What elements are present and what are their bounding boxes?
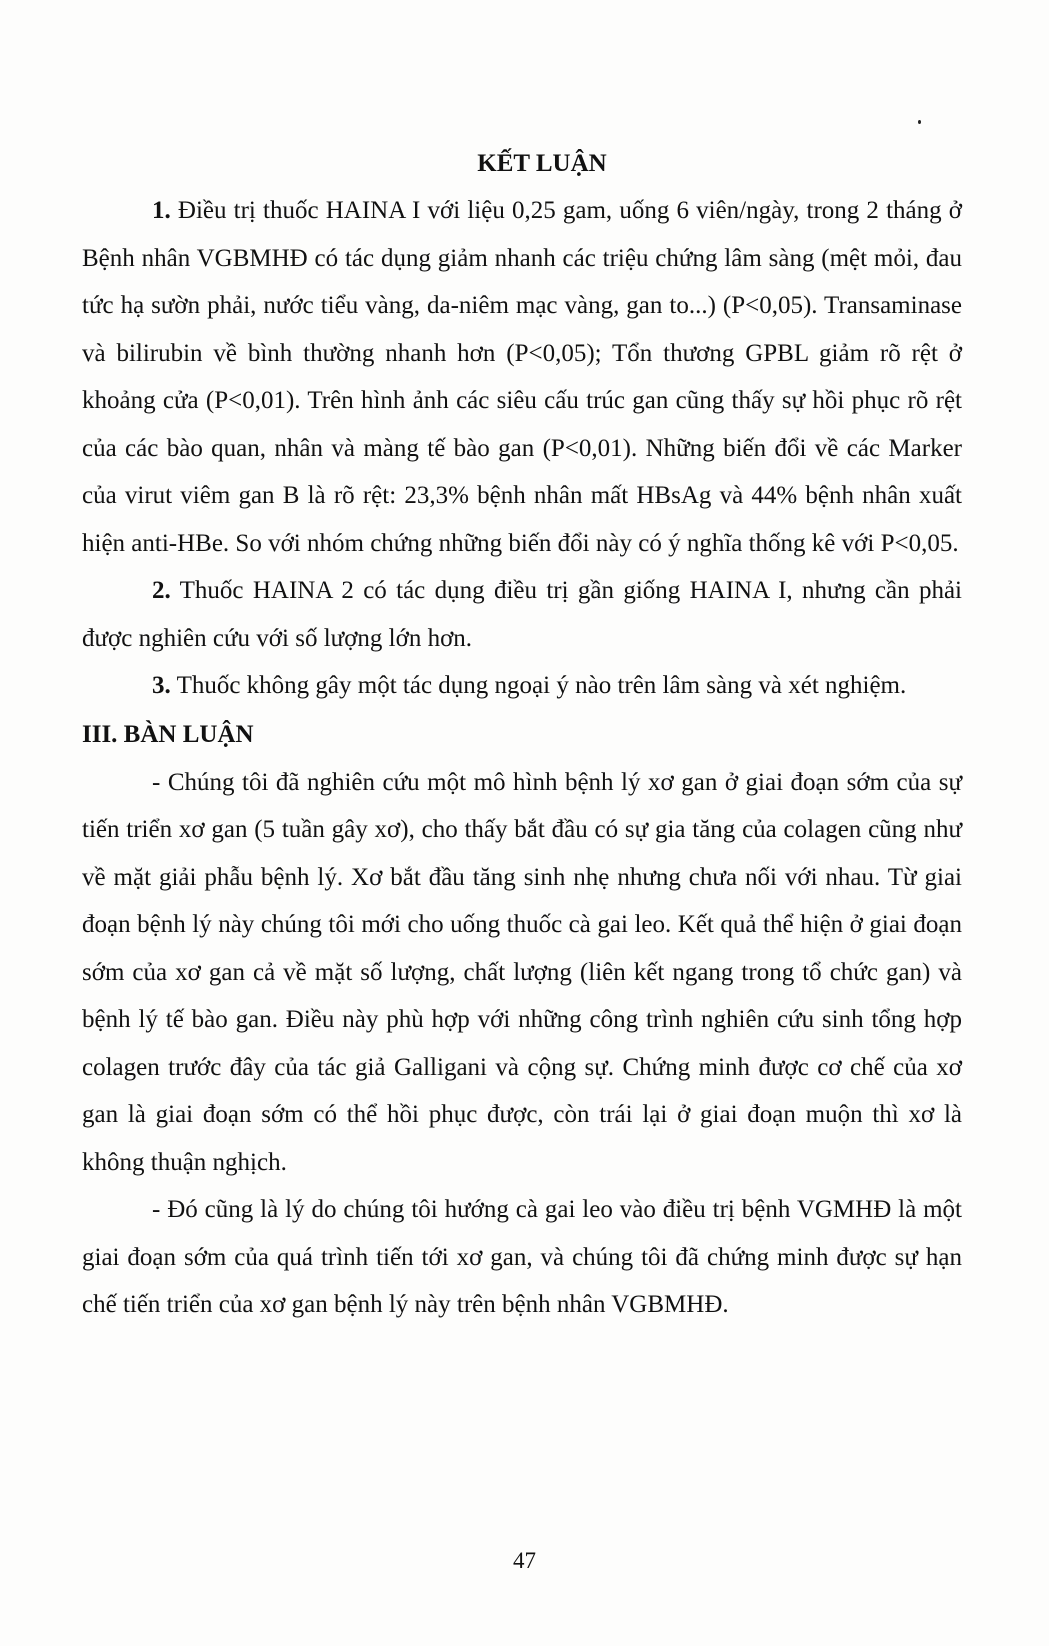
item-number: 3. bbox=[152, 672, 171, 699]
discussion-paragraph: - Đó cũng là lý do chúng tôi hướng cà gai leo vào điều trị bệnh VGMHĐ là một giai đoạn sớm của quá trình tiến tới xơ gan, và chúng tôi đã chứng minh được sự hạn chế tiến triển của xơ gan bệnh lý này trên bệnh nhân VGBMHĐ. bbox=[82, 1196, 962, 1318]
conclusion-item-2 bbox=[82, 567, 962, 662]
discussion-paragraph: - Chúng tôi đã nghiên cứu một mô hình bệnh lý xơ gan ở giai đoạn sớm của sự tiến triển xơ gan (5 tuần gây xơ), cho thấy bắt đầu có sự gia tăng của colagen cũng như về mặt giải phẫu bệnh lý. Xơ bắt đầu tăng sinh nhẹ nhưng chưa nối với nhau. Từ giai đoạn bệnh lý này chúng tôi mới cho uống thuốc cà gai leo. Kết quả thể hiện ở giai đoạn sớm của xơ gan cả về mặt số lượng, chất lượng (liên kết ngang trong tổ chức gan) và bệnh lý tế bào gan. Điều này phù hợp với những công trình nghiên cứu sinh tổng hợp colagen trước đây của tác giả Galligani và cộng sự. Chứng minh được cơ chế của xơ gan là giai đoạn sớm có thể hồi phục được, còn trái lại ở giai đoạn muộn thì xơ là không thuận nghịch. bbox=[82, 768, 962, 1176]
conclusion-heading: KẾT LUẬN bbox=[477, 150, 607, 177]
scan-speck bbox=[918, 120, 921, 124]
discussion-heading: III. BÀN LUẬN bbox=[82, 720, 254, 748]
item-text: Thuốc không gây một tác dụng ngoại ý nào trên lâm sàng và xét nghiệm. bbox=[176, 672, 907, 699]
item-text: Điều trị thuốc HAINA I với liệu 0,25 gam, uống 6 viên/ngày, trong 2 tháng ở Bệnh nhân VGBMHĐ có tác dụng giảm nhanh các triệu chứng lâm sàng (mệt mỏi, đau tức hạ sườn phải, nước tiểu vàng, da-niêm mạc vàng, gan to...) (P<0,05). Transaminase và bilirubin về bình thường nhanh hơn (P<0,05); Tổn thương GPBL giảm rõ rệt ở khoảng cửa (P<0,01). Trên hình ảnh các siêu cấu trúc gan cũng thấy sự hồi phục rõ rệt của các bào quan, nhân và màng tế bào gan (P<0,01). Những biến đổi về các Marker của virut viêm gan B là rõ rệt: 23,3% bệnh nhân mất HBsAg và 44% bệnh nhân xuất hiện anti-HBe. So với nhóm chứng những biến đổi này có ý nghĩa thống kê với P<0,05. bbox=[82, 197, 962, 557]
page-number: 47 bbox=[513, 1548, 536, 1573]
conclusion-item-1 bbox=[82, 187, 962, 567]
item-number: 1. bbox=[152, 197, 171, 224]
item-text: Thuốc HAINA 2 có tác dụng điều trị gần giống HAINA I, nhưng cần phải được nghiên cứu với số lượng lớn hơn. bbox=[82, 577, 962, 652]
page-content bbox=[82, 140, 962, 1329]
item-number: 2. bbox=[152, 577, 171, 604]
conclusion-item-3 bbox=[82, 662, 962, 710]
